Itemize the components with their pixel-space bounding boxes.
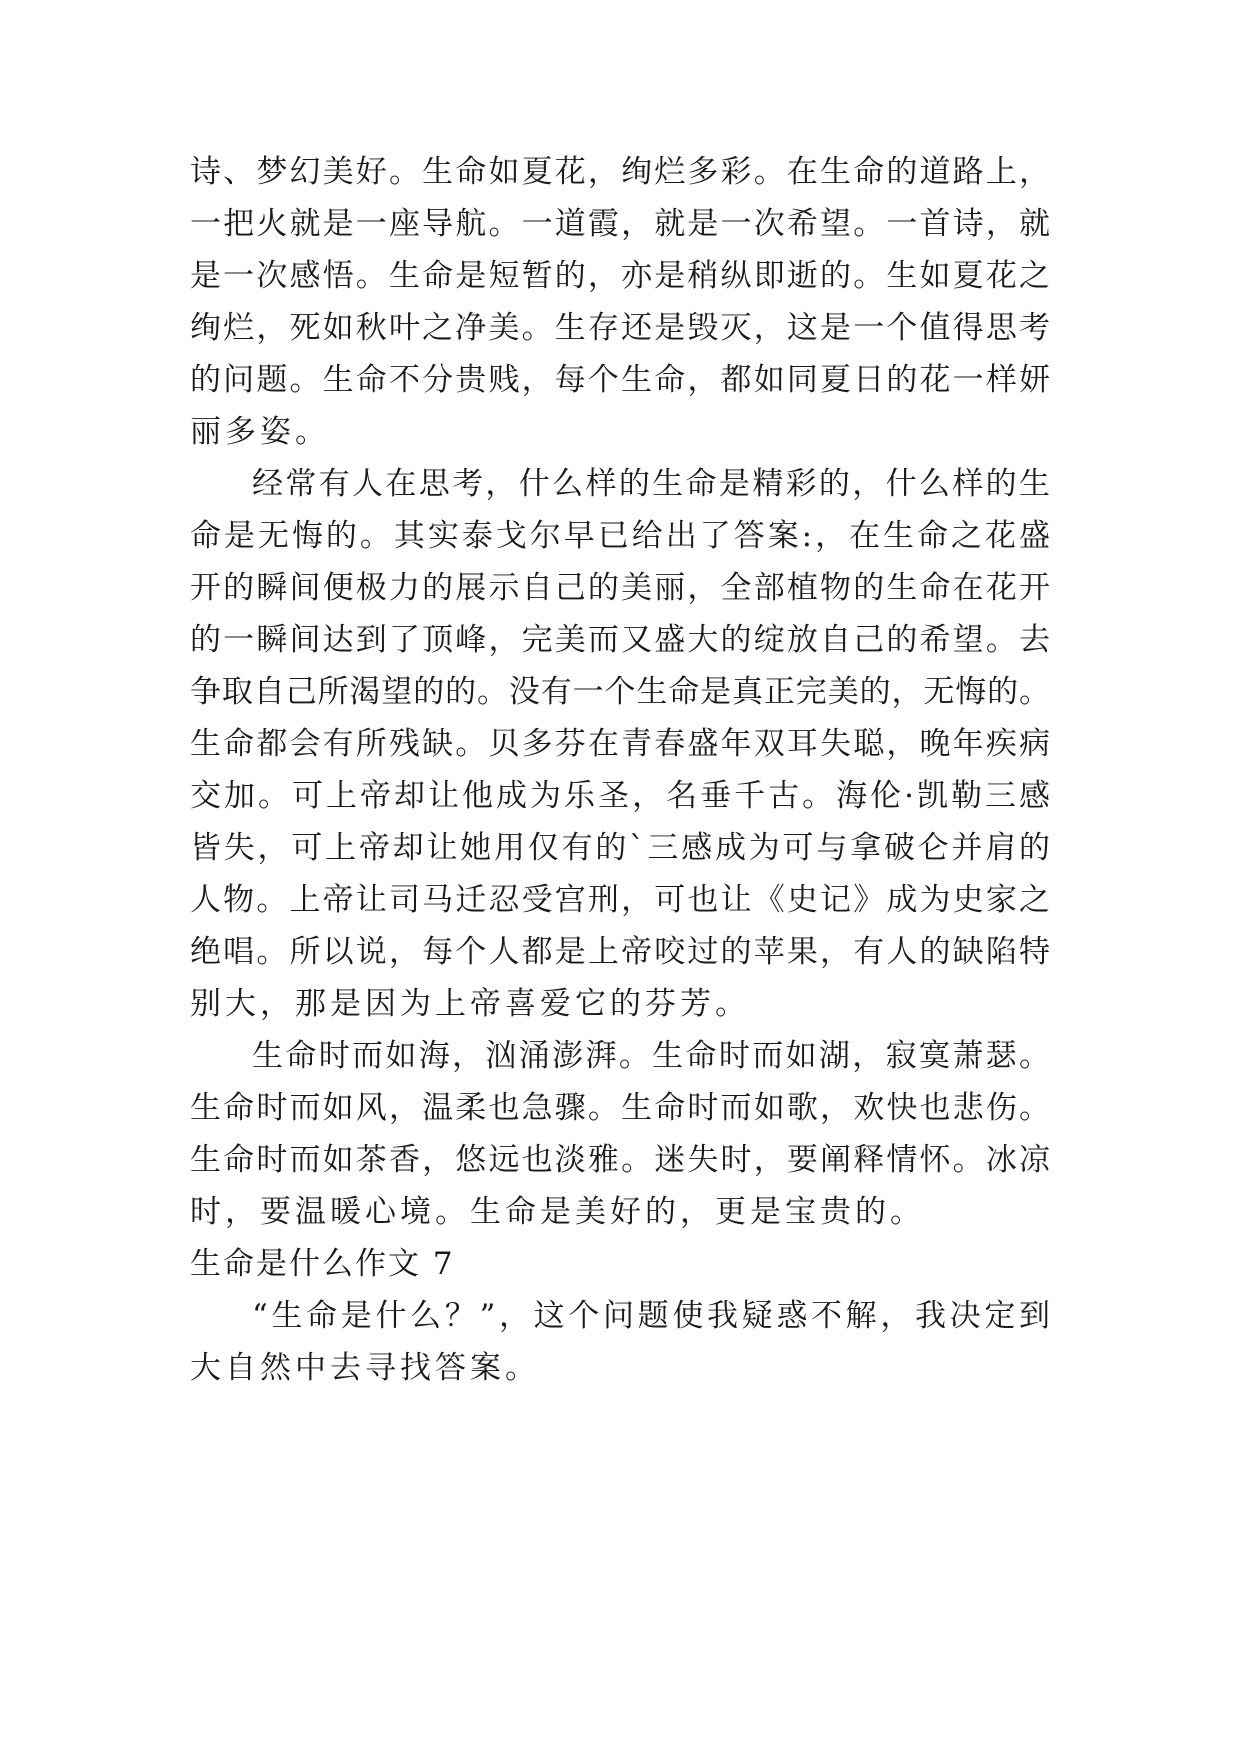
paragraph-line: 是一次感悟。生命是短暂的，亦是稍纵即逝的。生如夏花之 bbox=[190, 258, 1050, 294]
paragraph-line: 争取自己所渴望的的。没有一个生命是真正完美的，无悔的。 bbox=[190, 674, 1050, 710]
paragraph-line: 的一瞬间达到了顶峰，完美而又盛大的绽放自己的希望。去 bbox=[190, 622, 1050, 658]
paragraph-line: 生命都会有所残缺。贝多芬在青春盛年双耳失聪，晚年疾病 bbox=[190, 726, 1050, 762]
paragraph-line: 绚烂，死如秋叶之净美。生存还是毁灭，这是一个值得思考 bbox=[190, 310, 1050, 346]
paragraph-line: 开的瞬间便极力的展示自己的美丽，全部植物的生命在花开 bbox=[190, 570, 1050, 606]
paragraph-line: “生命是什么？”，这个问题使我疑惑不解，我决定到 bbox=[252, 1298, 1050, 1334]
paragraph-line: 人物。上帝让司马迁忍受宫刑，可也让《史记》成为史家之 bbox=[190, 882, 1050, 918]
paragraph-line: 丽多姿。 bbox=[190, 414, 330, 450]
paragraph-line: 经常有人在思考，什么样的生命是精彩的，什么样的生 bbox=[252, 466, 1050, 502]
section-heading: 生命是什么作文 7 bbox=[190, 1246, 455, 1282]
paragraph-line: 大自然中去寻找答案。 bbox=[190, 1350, 540, 1386]
paragraph-line: 绝唱。所以说，每个人都是上帝咬过的苹果，有人的缺陷特 bbox=[190, 934, 1050, 970]
paragraph-line: 交加。可上帝却让他成为乐圣，名垂千古。海伦·凯勒三感 bbox=[190, 778, 1050, 814]
paragraph-line: 生命时而如茶香，悠远也淡雅。迷失时，要阐释情怀。冰凉 bbox=[190, 1142, 1050, 1178]
paragraph-line: 的问题。生命不分贵贱，每个生命，都如同夏日的花一样妍 bbox=[190, 362, 1050, 398]
paragraph-line: 生命时而如风，温柔也急骤。生命时而如歌，欢快也悲伤。 bbox=[190, 1090, 1050, 1126]
paragraph-line: 生命时而如海，汹涌澎湃。生命时而如湖，寂寞萧瑟。 bbox=[252, 1038, 1050, 1074]
paragraph-line: 别大，那是因为上帝喜爱它的芬芳。 bbox=[190, 986, 750, 1022]
paragraph-line: 一把火就是一座导航。一道霞，就是一次希望。一首诗，就 bbox=[190, 206, 1050, 242]
paragraph-line: 命是无悔的。其实泰戈尔早已给出了答案:，在生命之花盛 bbox=[190, 518, 1050, 554]
paragraph-line: 皆失，可上帝却让她用仅有的`三感成为可与拿破仑并肩的 bbox=[190, 830, 1050, 866]
paragraph-line: 时，要温暖心境。生命是美好的，更是宝贵的。 bbox=[190, 1194, 925, 1230]
paragraph-line: 诗、梦幻美好。生命如夏花，绚烂多彩。在生命的道路上， bbox=[190, 154, 1050, 190]
